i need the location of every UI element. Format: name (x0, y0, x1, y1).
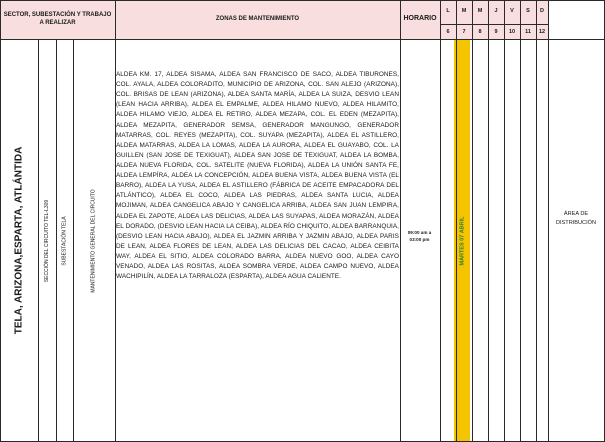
grid-line (504, 0, 505, 442)
header-sector-label: SECTOR, SUBESTACIÓN Y TRABAJO A REALIZAR (3, 12, 112, 26)
grid-line (488, 0, 489, 442)
grid-line (73, 39, 74, 442)
header-sector (0, 0, 115, 39)
horario-end: 03:00 pm (409, 236, 430, 242)
grid-line (472, 0, 473, 442)
day-letter: J (494, 8, 498, 14)
day-date: 12 (538, 29, 546, 35)
sector-name: TELA, ARIZONA,ESPARTA, ATLÁNTIDA (13, 146, 25, 335)
grid-line (115, 0, 116, 442)
horario-start: 09:00 am a (407, 230, 432, 235)
header-zonas-label: ZONAS DE MANTENIMIENTO (215, 15, 300, 22)
sector-cell (0, 39, 38, 442)
fecha-text: MARTES 07 ABRIL (459, 216, 465, 265)
grid-line (0, 39, 605, 40)
area-line-2: DISTRIBUCIÓN (555, 219, 597, 226)
zonas-text: ALDEA KM. 17, ALDEA SISAMA, ALDEA SAN FRANCISCO DE SACO, ALDEA TIBURONES, COL. AYALA, ALDEA COLORADITO, MUNICIPIO DE ARIZONA, COL. SAN ALEJO (ARIZONA), COL. BRISAS DE LEAN (ARIZONA), ALDEA SANTA MARÍA, ALDEA LA SUIZA, DESVIO LEAN (LEAN HACIA ARRIBA), ALDEA EL EMPALME, ALDEA HILAMO NUEVO, ALDEA HILAMITO, ALDEA HILAMO VIEJO, ALDEA EL RETIRO, ALDEA MEZAPA, COL. EL EDEN (MEZAPITA), ALDEA MEZAPITA, GENERADOR SEMSA, GENERADOR MANGUNGO, GENERADOR MATARRAS, COL. REYES (MEZAPITA), COL. SUYAPA (MEZAPITA), ALDEA EL ASTILLERO, ALDEA MATARRAS, ALDEA LA LOMAS, ALDEA LA AURORA, ALDEA EL GUAYABO, COL. LA GUILLEN (SAN JOSE DE TEXIGUAT), ALDEA SAN JOSE DE TEXIGUAT, ALDEA LA BOMBA, ALDEA NUEVA FLORIDA, COL. SATELITE (NUEVA FLORIDA), ALDEA LA UNIÓN SANTA FE, ALDEA LEMPÍRA, ALDEA LA CONCEPCIÓN, ALDEA BUENA VISTA, ALDEA BUENA VISTA (EL BARRO), ALDEA LA YUSA, ALDEA EL ASTILLERO (FÁBRICA DE ACEITE EMPACADORA DEL ATLÁNTICO), ALDEA EL COCO, ALDEA LAS PIEDRAS, ALDEA SANTA LUCIA, ALDEA MOJIMAN, ALDEA CANGELICA ABAJO Y CANGELICA ARRIBA, ALDEA SAN JUAN LEMPIRA, ALDEA EL ZAPOTE, ALDEA LAS DELICIAS, ALDEA LAS SUYAPAS, ALDEA MORAZÁN, ALDEA EL DORADO, (DESVIO LEAN HACIA LA CEIBA), ALDEA RÍO CHIQUITO, ALDEA BARRANQUIA, (DESVIO LEAN HACIA ABAJO), ALDEA EL JAZMIN ARRIBA Y JAZMIN ABAJO, ALDEA PARIS DE LEAN, ALDEA FLORES DE LEAN, ALDEA LAS DELICIAS DEL CACAO, ALDEA CEIBITA WAY, ALDEA EL SITIO, ALDEA COLORADO BARRA, ALDEA NUEVO GOO, ALDEA CAYO VENADO, ALDEA LAS ROSITAS, ALDEA SOMBRA VERDE, ALDEA CAMPO NUEVO, ALDEA WACHIPILÍN, ALDEA LA TARRALOZA (ESPARTA), ALDEA AGUA CALIENTE. (116, 71, 399, 281)
day-letter: L (446, 8, 450, 14)
day-letter: D (540, 8, 544, 14)
day-letter: M (461, 8, 467, 14)
grid-line (456, 0, 457, 442)
grid-line (0, 0, 605, 1)
grid-line (548, 0, 549, 442)
header-horario (400, 0, 440, 39)
grid-line (536, 0, 537, 442)
header-horario-label: HORARIO (403, 15, 437, 23)
day-letter: V (510, 8, 514, 14)
area-cell (548, 210, 604, 228)
day-letter: M (477, 8, 483, 14)
seccion-cell (38, 39, 56, 442)
grid-line (440, 0, 441, 442)
area-line-1: ÁREA DE (563, 211, 589, 217)
trabajo-text: MANTENIMIENTO GENERAL DEL CIRCUITO (91, 188, 98, 293)
grid-line (38, 39, 39, 442)
day-date: 7 (462, 29, 466, 35)
grid-line (0, 0, 1, 442)
seccion-text: SECCIÓN DEL CIRCUITO TEL-L309 (44, 199, 50, 282)
day-date: 9 (494, 29, 498, 35)
subestacion-cell (56, 39, 73, 442)
day-letter: S (526, 8, 530, 14)
trabajo-cell (73, 39, 115, 442)
grid-line (520, 0, 521, 442)
subestacion-text: SUBESTACIÓN TELA (61, 215, 68, 266)
day-date: 10 (508, 29, 516, 35)
grid-line (400, 0, 401, 442)
header-zonas (115, 0, 400, 39)
grid-line (56, 39, 57, 442)
horario-cell (400, 230, 439, 244)
day-date: 6 (446, 29, 450, 35)
day-date: 11 (525, 29, 531, 35)
day-date: 8 (478, 29, 482, 35)
